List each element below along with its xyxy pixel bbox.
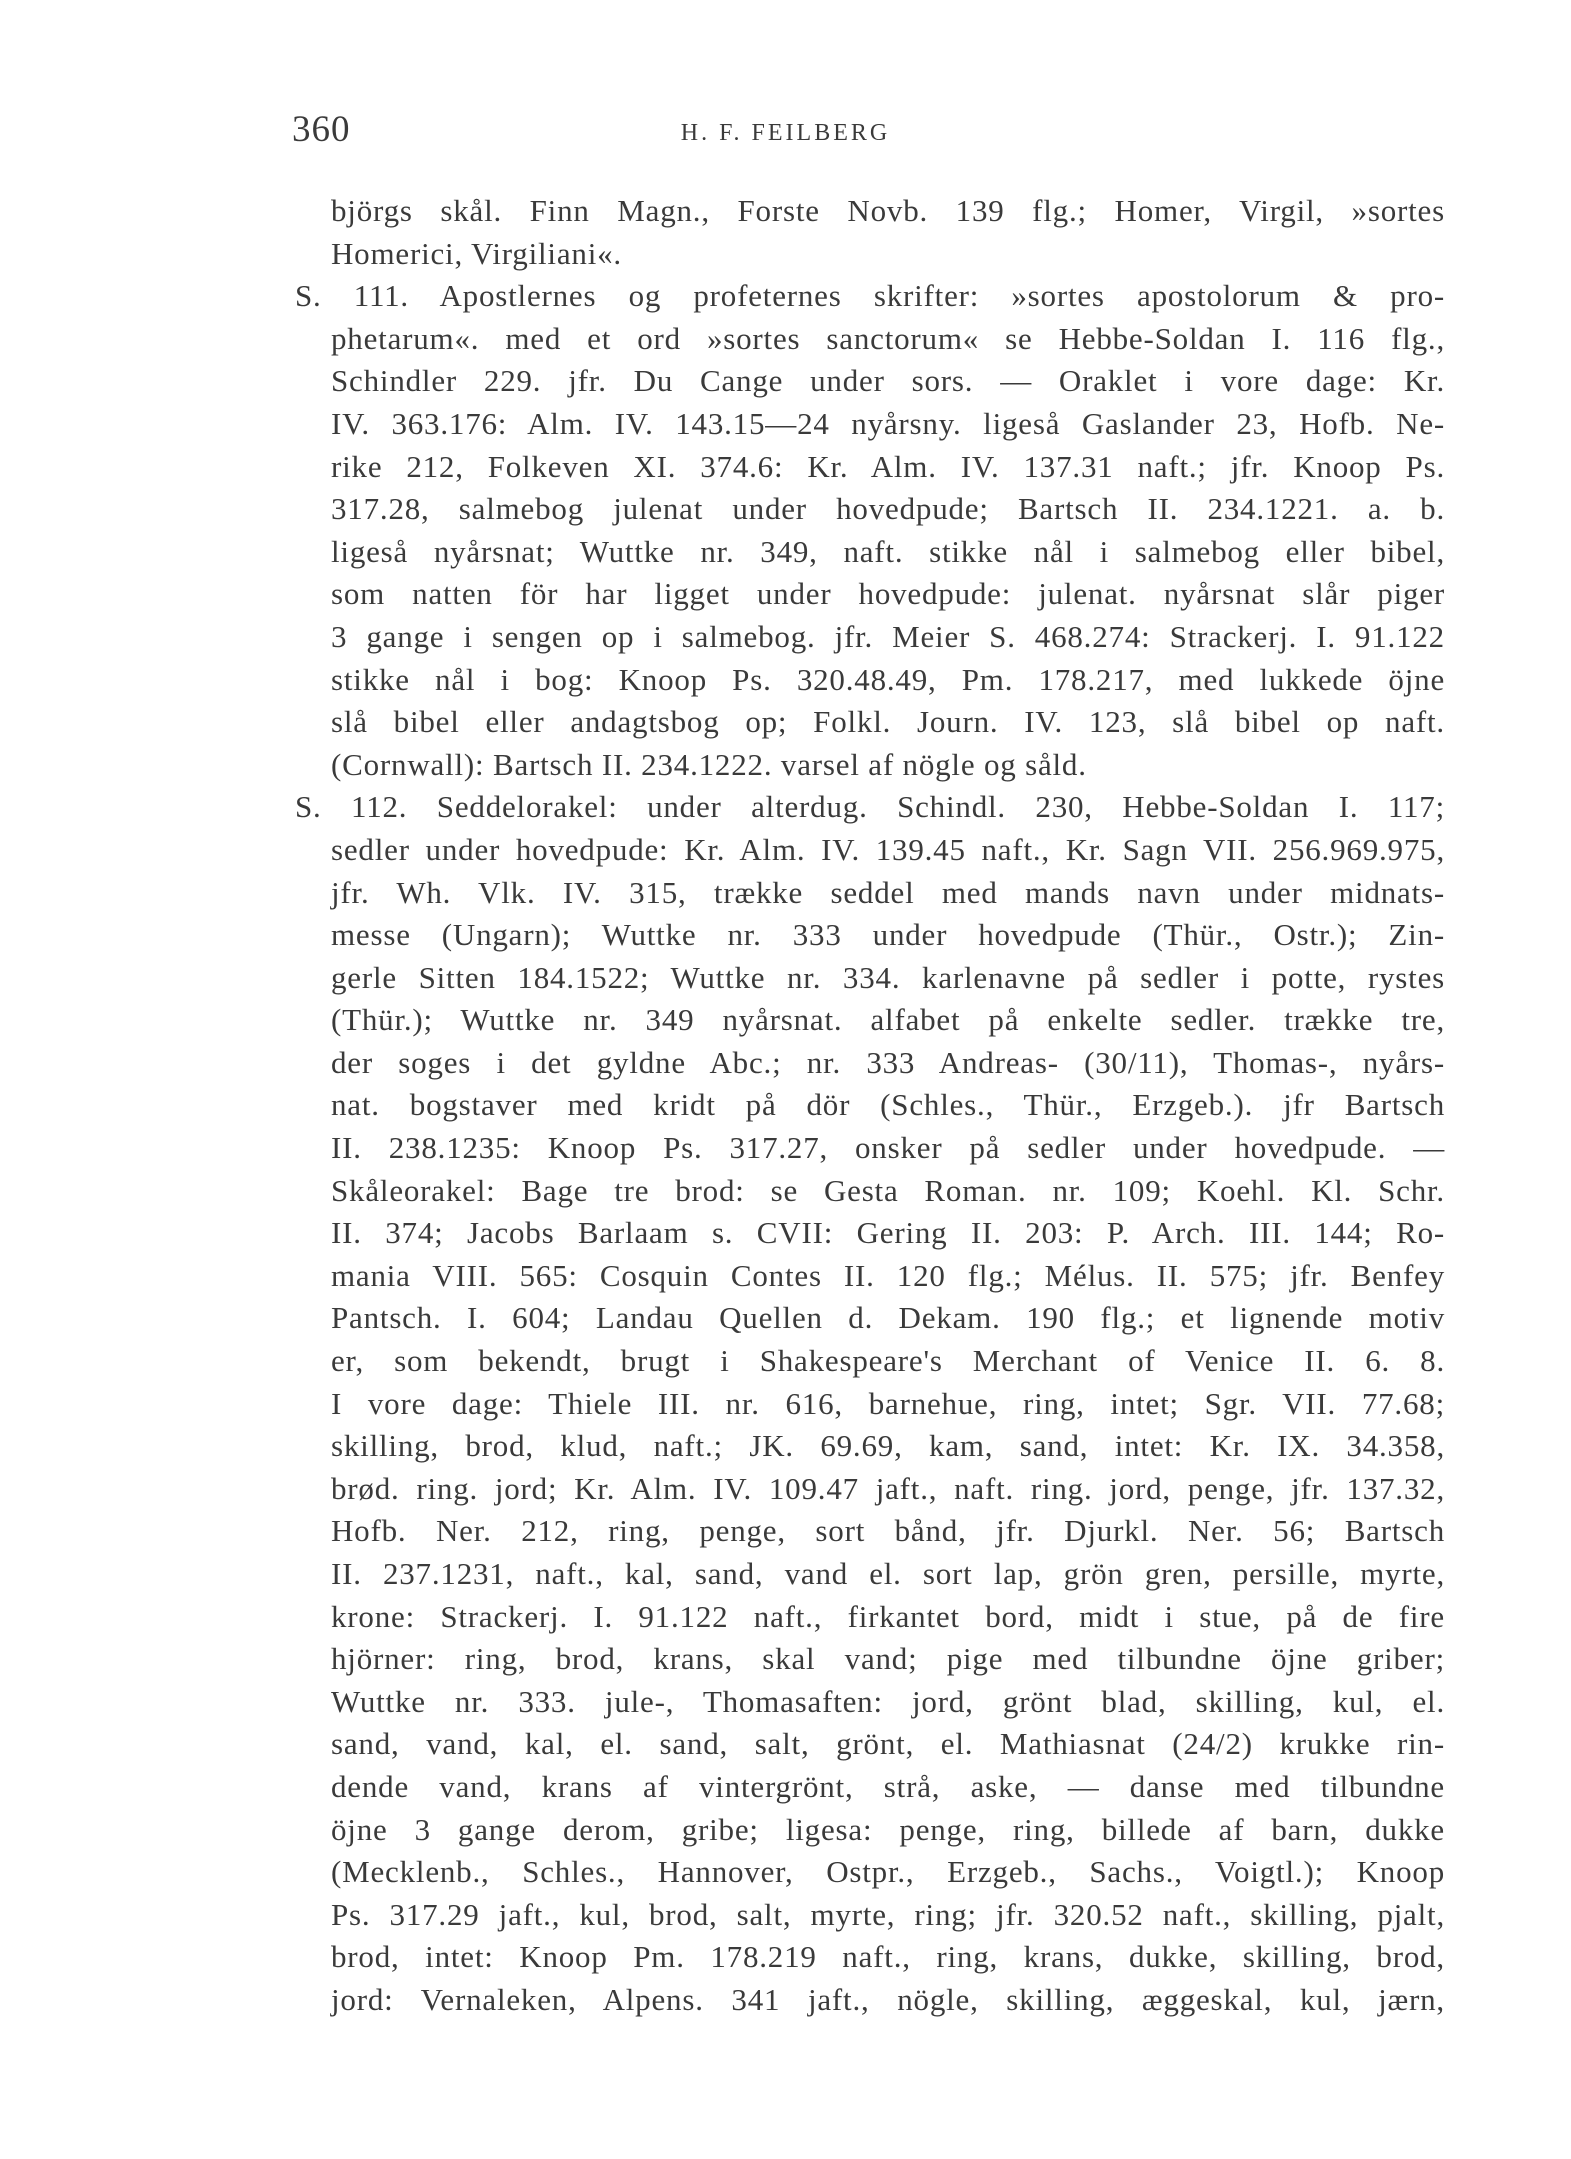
text-line: I vore dage: Thiele III. nr. 616, barnehue, ring, intet; Sgr. VII. 77.68; (331, 1385, 1445, 1421)
text-line: Wuttke nr. 333. jule-, Thomasaften: jord, grönt blad, skilling, kul, el. (331, 1683, 1445, 1719)
page-number: 360 (292, 109, 351, 150)
text-line: (Cornwall): Bartsch II. 234.1222. varsel af nögle og såld. (331, 746, 1087, 782)
text-line: der soges i det gyldne Abc.; nr. 333 Andreas- (30/11), Thomas-, nyårs- (331, 1044, 1445, 1080)
text-line: S. 111. Apostlernes og profeternes skrifter: »sortes apostolorum & pro- (295, 278, 1445, 314)
text-line: dende vand, krans af vintergrönt, strå, aske, — danse med tilbundne (331, 1768, 1445, 1804)
text-line: krone: Strackerj. I. 91.122 naft., firkantet bord, midt i stue, på de fire (331, 1598, 1445, 1634)
text-line: sand, vand, kal, el. sand, salt, grönt, el. Mathiasnat (24/2) krukke rin- (331, 1726, 1445, 1762)
text-line: er, som bekendt, brugt i Shakespeare's Merchant of Venice II. 6. 8. (331, 1343, 1445, 1379)
text-line: björgs skål. Finn Magn., Forste Novb. 139 flg.; Homer, Virgil, »sortes (331, 193, 1445, 228)
text-line: mania VIII. 565: Cosquin Contes II. 120 flg.; Mélus. II. 575; jfr. Benfey (331, 1257, 1445, 1293)
text-line: hjörner: ring, brod, krans, skal vand; pige med tilbundne öjne griber; (331, 1641, 1445, 1677)
text-line: (Thür.); Wuttke nr. 349 nyårsnat. alfabet på enkelte sedler. trække tre, (331, 1002, 1445, 1038)
text-line: IV. 363.176: Alm. IV. 143.15—24 nyårsny. ligeså Gaslander 23, Hofb. Ne- (331, 405, 1445, 441)
text-line: (Mecklenb., Schles., Hannover, Ostpr., Erzgeb., Sachs., Voigtl.); Knoop (331, 1854, 1445, 1890)
text-line: rike 212, Folkeven XI. 374.6: Kr. Alm. IV. 137.31 naft.; jfr. Knoop Ps. (331, 448, 1445, 484)
text-line: ligeså nyårsnat; Wuttke nr. 349, naft. stikke nål i salmebog eller bibel, (331, 533, 1445, 569)
text-line: Ps. 317.29 jaft., kul, brod, salt, myrte, ring; jfr. 320.52 naft., skilling, pjalt, (331, 1896, 1445, 1932)
text-line: Skåleorakel: Bage tre brod: se Gesta Roman. nr. 109; Koehl. Kl. Schr. (331, 1172, 1445, 1208)
text-line: messe (Ungarn); Wuttke nr. 333 under hovedpude (Thür., Ostr.); Zin- (331, 917, 1445, 953)
text-line: 317.28, salmebog julenat under hovedpude; Bartsch II. 234.1221. a. b. (331, 491, 1445, 527)
text-line: 3 gange i sengen op i salmebog. jfr. Meier S. 468.274: Strackerj. I. 91.122 (331, 618, 1445, 654)
text-line: S. 112. Seddelorakel: under alterdug. Schindl. 230, Hebbe-Soldan I. 117; (295, 789, 1445, 825)
running-head: H. F. FEILBERG (680, 120, 891, 146)
text-line: II. 237.1231, naft., kal, sand, vand el. sort lap, grön gren, persille, myrte, (331, 1556, 1445, 1591)
text-line: stikke nål i bog: Knoop Ps. 320.48.49, Pm. 178.217, med lukkede öjne (331, 661, 1445, 697)
text-line: Homerici, Virgiliani«. (331, 235, 622, 271)
text-line: II. 238.1235: Knoop Ps. 317.27, onsker på sedler under hovedpude. — (331, 1130, 1445, 1166)
body-text (295, 190, 1445, 2022)
text-line: som natten för har ligget under hovedpude: julenat. nyårsnat slår piger (331, 576, 1445, 612)
text-line: II. 374; Jacobs Barlaam s. CVII: Gering II. 203: P. Arch. III. 144; Ro- (331, 1215, 1445, 1251)
text-line: skilling, brod, klud, naft.; JK. 69.69, kam, sand, intet: Kr. IX. 34.358, (331, 1428, 1445, 1464)
text-line: Hofb. Ner. 212, ring, penge, sort bånd, jfr. Djurkl. Ner. 56; Bartsch (331, 1513, 1445, 1549)
text-line: brod, intet: Knoop Pm. 178.219 naft., ring, krans, dukke, skilling, brod, (331, 1939, 1445, 1975)
text-line: jord: Vernaleken, Alpens. 341 jaft., nögle, skilling, æggeskal, kul, jærn, (331, 1981, 1445, 2017)
text-line: Schindler 229. jfr. Du Cange under sors. — Oraklet i vore dage: Kr. (331, 363, 1445, 399)
text-line: slå bibel eller andagtsbog op; Folkl. Journ. IV. 123, slå bibel op naft. (331, 704, 1445, 740)
text-line: nat. bogstaver med kridt på dör (Schles., Thür., Erzgeb.). jfr Bartsch (331, 1087, 1445, 1123)
text-line: gerle Sitten 184.1522; Wuttke nr. 334. karlenavne på sedler i potte, rystes (331, 959, 1445, 995)
text-line: öjne 3 gange derom, gribe; ligesa: penge, ring, billede af barn, dukke (331, 1811, 1445, 1847)
text-line: phetarum«. med et ord »sortes sanctorum« se Hebbe-Soldan I. 116 flg., (331, 320, 1445, 356)
text-line: sedler under hovedpude: Kr. Alm. IV. 139.45 naft., Kr. Sagn VII. 256.969.975, (331, 831, 1445, 867)
text-line: Pantsch. I. 604; Landau Quellen d. Dekam. 190 flg.; et lignende motiv (331, 1300, 1445, 1336)
text-line: jfr. Wh. Vlk. IV. 315, trække seddel med mands navn under midnats- (331, 874, 1445, 910)
text-line: brød. ring. jord; Kr. Alm. IV. 109.47 jaft., naft. ring. jord, penge, jfr. 137.32, (331, 1470, 1445, 1506)
